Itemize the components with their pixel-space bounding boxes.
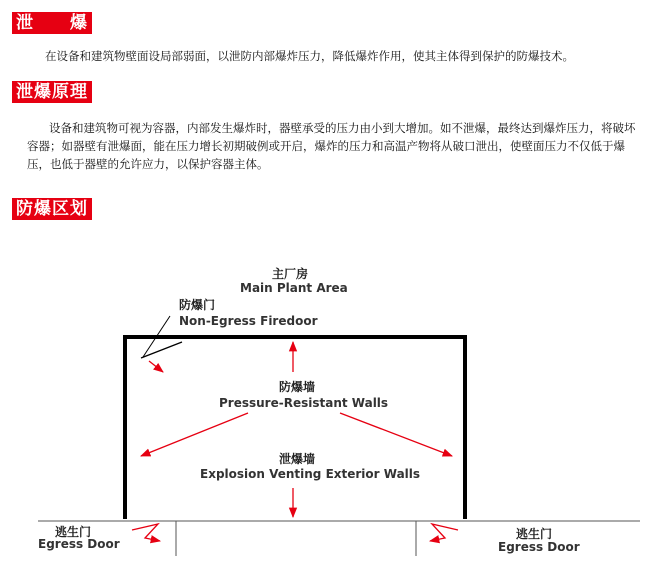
venting-wall-label-en: Explosion Venting Exterior Walls — [200, 467, 421, 481]
egress-right-label-en: Egress Door — [498, 540, 580, 554]
pressure-wall-label-en: Pressure-Resistant Walls — [219, 396, 389, 410]
firedoor-label-cn: 防爆门 — [179, 298, 216, 312]
venting-wall-label-cn: 泄爆墙 — [279, 452, 316, 466]
venting-principle-text: 设备和建筑物可视为容器，内部发生爆炸时，器壁承受的压力由小到大增加。如不泄爆，最终达到爆炸压力，将破坏容器；如器壁有泄爆面，能在压力增长初期破例或开启，爆炸的压力和高温产物将从破口泄出，使壁面压力不仅低于爆压，也低于器壁的允许应力，以保护容器主体。 — [27, 121, 636, 171]
venting-definition-text: 在设备和建筑物壁面设局部弱面，以泄防内部爆炸压力，降低爆炸作用，使其主体得到保护的防爆技术。 — [45, 49, 574, 63]
section-heading-zoning: 防爆区划 — [12, 198, 92, 220]
main-plant-label-cn: 主厂房 — [272, 267, 309, 281]
section-heading-principle: 泄爆原理 — [12, 81, 92, 103]
arrow-egress-right — [430, 524, 458, 541]
egress-left-label-en: Egress Door — [38, 537, 120, 551]
arrow-egress-left — [132, 524, 160, 541]
egress-left-label-cn: 逃生门 — [55, 525, 92, 539]
building-walls — [125, 337, 465, 519]
section-heading-venting: 泄 爆 — [12, 12, 92, 34]
main-plant-label-en: Main Plant Area — [240, 281, 348, 295]
arrow-right — [340, 413, 452, 456]
arrow-firedoor — [149, 361, 163, 372]
pressure-wall-label-cn: 防爆墙 — [279, 380, 316, 394]
arrow-left — [141, 413, 248, 456]
egress-right-label-cn: 逃生门 — [516, 527, 553, 541]
firedoor-label-en: Non-Egress Firedoor — [179, 314, 318, 328]
